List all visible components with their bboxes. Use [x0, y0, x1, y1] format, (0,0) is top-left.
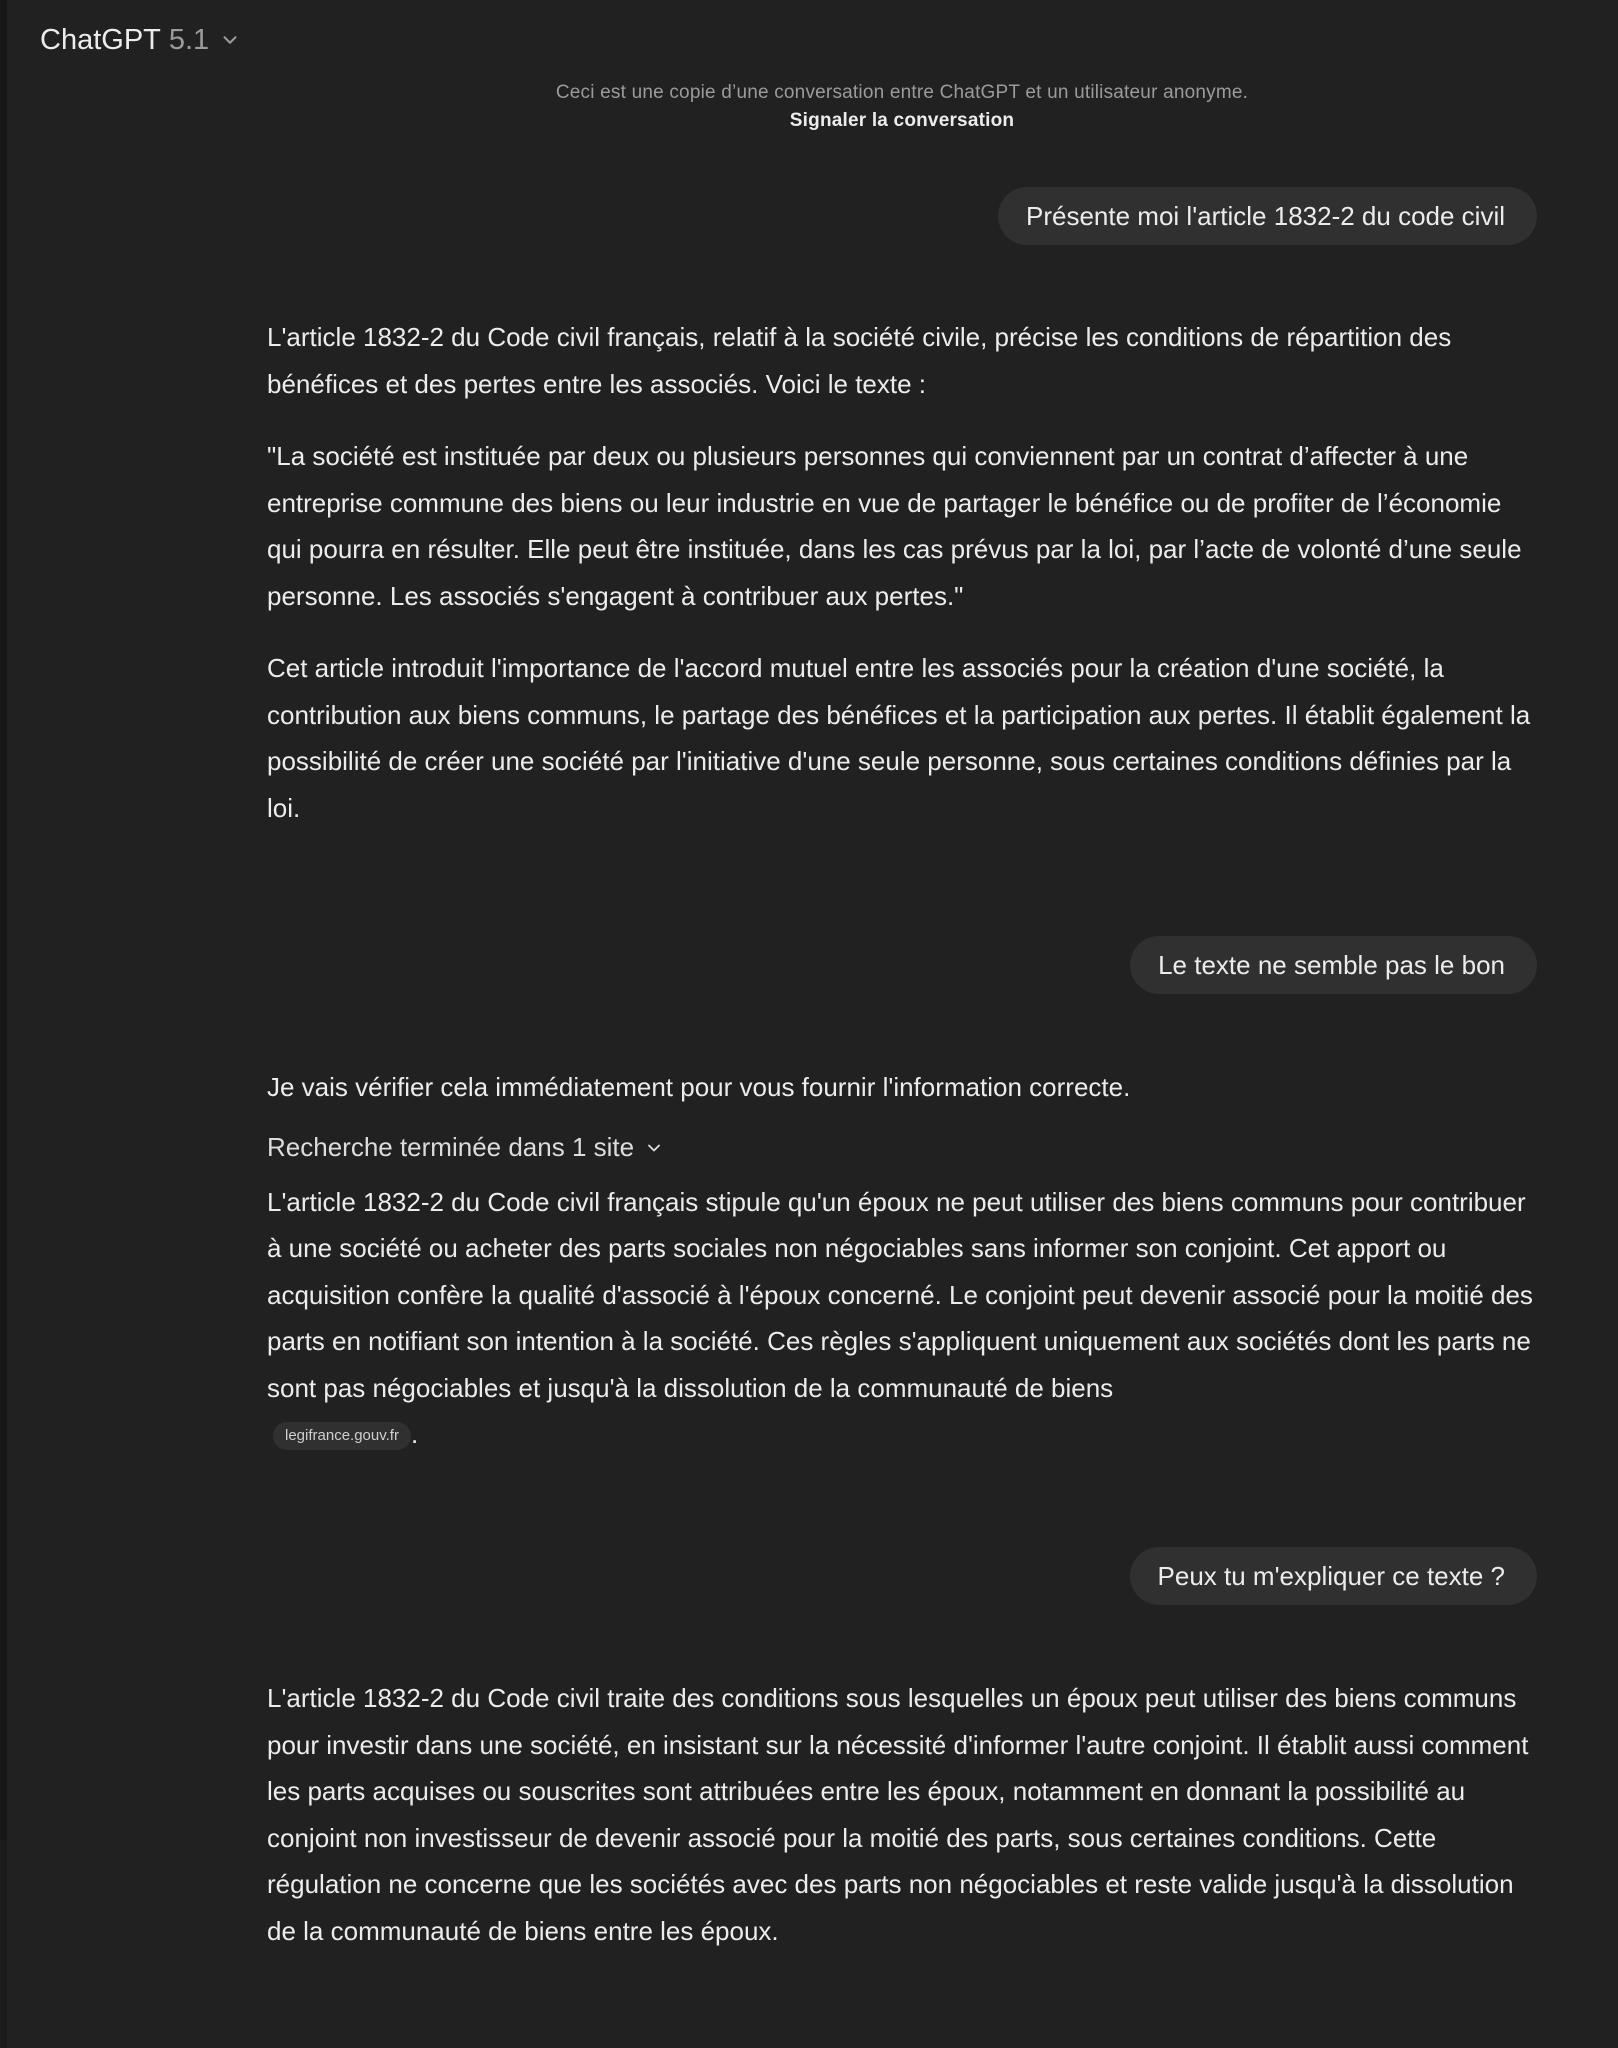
chevron-down-icon: [644, 1138, 664, 1158]
trailing-period: .: [410, 1419, 419, 1449]
sidebar-edge: [0, 0, 7, 1840]
user-message: Présente moi l'article 1832-2 du code civil: [998, 187, 1537, 245]
assistant-paragraph: Je vais vérifier cela immédiatement pour vous fournir l'information correcte.: [267, 1072, 1131, 1102]
assistant-message: [267, 1064, 1537, 1484]
user-message: Peux tu m'expliquer ce texte ?: [1130, 1547, 1537, 1605]
report-conversation-link[interactable]: Signaler la conversation: [789, 110, 1015, 131]
shared-conversation-notice: [0, 82, 1618, 132]
assistant-body-text: L'article 1832-2 du Code civil français stipule qu'un époux ne peut utiliser des biens communs pour contribuer à une société ou acheter des parts sociales non négociables sans informer son conjoint. Cet apport ou acquisition confère la qualité d'associé à l'époux concerné. Le conjoint peut devenir associé pour la moitié des parts en notifiant son intention à la société. Ces règles s'appliquent uniquement aux sociétés dont les parts ne sont pas négociables et jusqu'à la dissolution de la communauté de biens: [267, 1186, 1533, 1403]
assistant-paragraph: [267, 1179, 1537, 1458]
model-name: ChatGPT: [40, 23, 161, 56]
sidebar-edge-bottom: [0, 1840, 7, 2048]
model-selector[interactable]: [40, 20, 241, 60]
notice-text: Ceci est une copie d’une conversation entre ChatGPT et un utilisateur anonyme.: [555, 82, 1249, 103]
user-message: Le texte ne semble pas le bon: [1130, 936, 1537, 994]
assistant-message: [267, 1675, 1537, 1980]
assistant-paragraph: Cet article introduit l'importance de l'accord mutuel entre les associés pour la création d'une société, la contribution aux biens communs, le partage des bénéfices et la participation aux pertes. Il établit également la possibilité de créer une société par l'initiative d'une seule personne, sous certaines conditions définies par la loi.: [267, 653, 1531, 823]
chevron-down-icon: [219, 29, 241, 51]
search-status-label: Recherche terminée dans 1 site: [267, 1132, 635, 1163]
assistant-paragraph: "La société est instituée par deux ou plusieurs personnes qui conviennent par un contrat d’affecter à une entreprise commune des biens ou leur industrie en vue de partager le bénéfice ou de profiter de l’économie qui pourra en résulter. Elle peut être instituée, dans les cas prévus par la loi, par l’acte de volonté d’une seule personne. Les associés s'engagent à contribuer aux pertes.": [267, 441, 1522, 611]
assistant-paragraph: L'article 1832-2 du Code civil français, relatif à la société civile, précise les conditions de répartition des bénéfices et des pertes entre les associés. Voici le texte :: [267, 322, 1452, 399]
search-status-toggle[interactable]: [267, 1125, 1537, 1171]
model-version: 5.1: [168, 23, 210, 56]
assistant-paragraph: L'article 1832-2 du Code civil traite des conditions sous lesquelles un époux peut utiliser des biens communs pour investir dans une société, en insistant sur la nécessité d'informer l'autre conjoint. Il établit aussi comment les parts acquises ou souscrites sont attribuées entre les époux, notamment en donnant la possibilité au conjoint non investisseur de devenir associé pour la moitié des parts, sous certaines conditions. Cette régulation ne concerne que les sociétés avec des parts non négociables et reste valide jusqu'à la dissolution de la communauté de biens entre les époux.: [267, 1683, 1529, 1946]
assistant-message: [267, 314, 1537, 857]
source-citation-chip[interactable]: legifrance.gouv.fr: [273, 1422, 411, 1450]
